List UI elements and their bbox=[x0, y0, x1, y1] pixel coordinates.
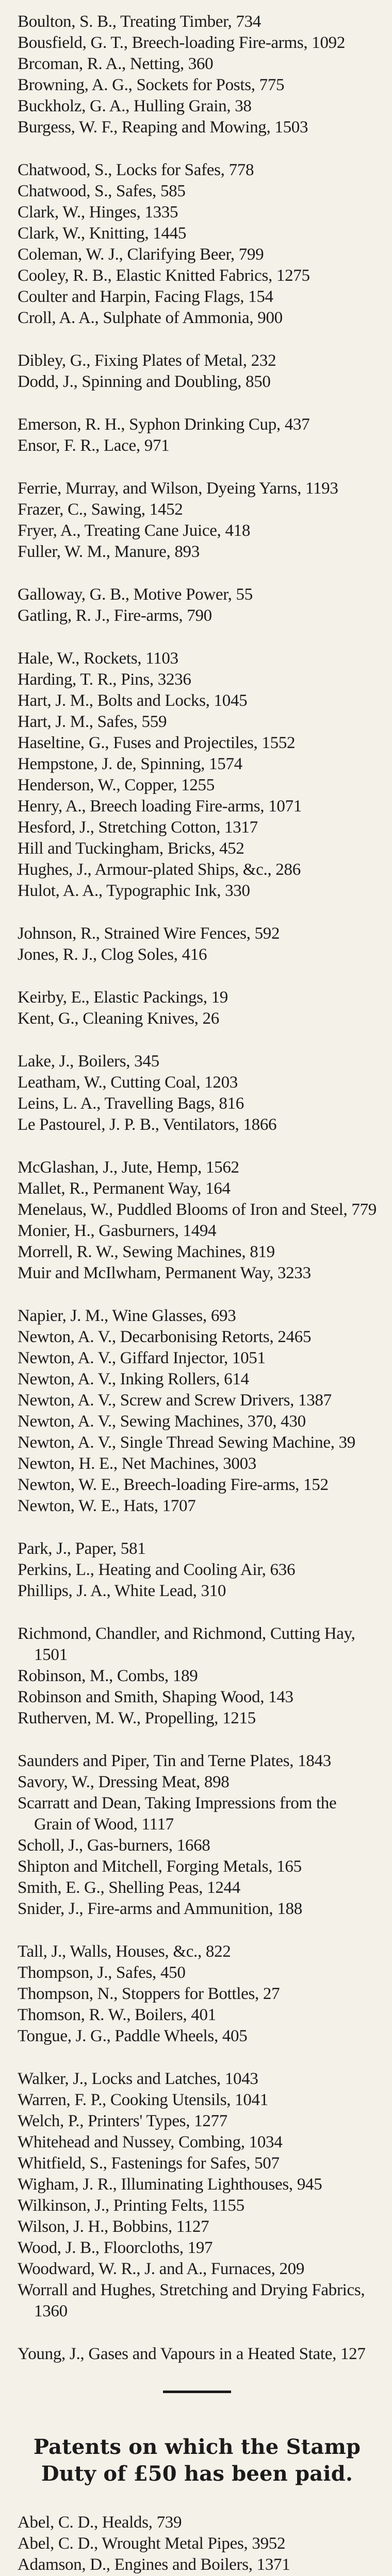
letter-group bbox=[18, 11, 377, 138]
patent-entry: Newton, H. E., Net Machines, 3003 bbox=[18, 1454, 257, 1473]
patent-entry: Shipton and Mitchell, Forging Metals, 165 bbox=[18, 1857, 302, 1876]
patent-entry: Robinson, M., Combs, 189 bbox=[18, 1667, 198, 1685]
patent-entry: Woodward, W. R., J. and A., Furnaces, 209 bbox=[18, 2260, 305, 2278]
patent-entry: Abel, C. D., Wrought Metal Pipes, 3952 bbox=[18, 2534, 286, 2553]
letter-group bbox=[18, 350, 377, 393]
letter-group bbox=[18, 478, 377, 563]
patent-entry: Browning, A. G., Sockets for Posts, 775 bbox=[18, 76, 285, 94]
patent-entry: Croll, A. A., Sulphate of Ammonia, 900 bbox=[18, 309, 283, 327]
patent-entry: Menelaus, W., Puddled Blooms of Iron and Steel, 779 bbox=[18, 1200, 377, 1219]
letter-group bbox=[18, 1306, 377, 1517]
patent-list-bottom bbox=[18, 2512, 377, 2576]
patent-entry: Welch, P., Printers' Types, 1277 bbox=[18, 2112, 227, 2130]
patent-entry: Whitfield, S., Fastenings for Safes, 507 bbox=[18, 2154, 280, 2173]
patent-entry: Perkins, L., Heating and Cooling Air, 636 bbox=[18, 1561, 296, 1579]
patent-entry: Jones, R. J., Clog Soles, 416 bbox=[18, 945, 207, 964]
letter-group bbox=[18, 648, 377, 902]
patent-entry: Fryer, A., Treating Cane Juice, 418 bbox=[18, 521, 251, 540]
patent-entry: Burgess, W. F., Reaping and Mowing, 1503 bbox=[18, 118, 308, 137]
patent-entry: Whitehead and Nussey, Combing, 1034 bbox=[18, 2133, 283, 2151]
letter-group bbox=[18, 1941, 377, 2047]
patent-entry: Napier, J. M., Wine Glasses, 693 bbox=[18, 1307, 236, 1325]
patent-entry: Hart, J. M., Bolts and Locks, 1045 bbox=[18, 691, 248, 710]
patent-entry: Phillips, J. A., White Lead, 310 bbox=[18, 1582, 226, 1600]
patent-entry: Le Pastourel, J. P. B., Ventilators, 1866 bbox=[18, 1115, 277, 1134]
patent-entry: Galloway, G. B., Motive Power, 55 bbox=[18, 585, 253, 604]
patent-entry: Brcoman, R. A., Netting, 360 bbox=[18, 55, 214, 73]
patent-entry: Keirby, E., Elastic Packings, 19 bbox=[18, 988, 228, 1007]
patent-entry: Harding, T. R., Pins, 3236 bbox=[18, 670, 191, 689]
patent-entry: Wilson, J. H., Bobbins, 1127 bbox=[18, 2217, 209, 2236]
patent-entry: Frazer, C., Sawing, 1452 bbox=[18, 500, 183, 519]
patent-entry: Newton, W. E., Hats, 1707 bbox=[18, 1497, 196, 1515]
patent-entry: Henderson, W., Copper, 1255 bbox=[18, 776, 215, 794]
patent-entry: Gatling, R. J., Fire-arms, 790 bbox=[18, 606, 212, 625]
patent-entry: Newton, A. V., Decarbonising Retorts, 2465 bbox=[18, 1328, 312, 1346]
patent-entry: Abel, C. D., Healds, 739 bbox=[18, 2513, 182, 2532]
patent-entry: Johnson, R., Strained Wire Fences, 592 bbox=[18, 924, 280, 943]
patent-entry: Scarratt and Dean, Taking Impressions from the Grain of Wood, 1117 bbox=[18, 1794, 337, 1834]
patent-entry: Haseltine, G., Fuses and Projectiles, 1552 bbox=[18, 734, 296, 752]
patent-entry: Coleman, W. J., Clarifying Beer, 799 bbox=[18, 245, 264, 264]
patent-entry: Cooley, R. B., Elastic Knitted Fabrics, 1275 bbox=[18, 266, 310, 285]
letter-group bbox=[18, 2069, 377, 2322]
patent-entry: Mallet, R., Permanent Way, 164 bbox=[18, 1179, 231, 1198]
patent-entry: Hulot, A. A., Typographic Ink, 330 bbox=[18, 882, 250, 900]
patent-entry: Boulton, S. B., Treating Timber, 734 bbox=[18, 12, 261, 31]
patent-entry: Buckholz, G. A., Hulling Grain, 38 bbox=[18, 97, 252, 115]
patent-entry: McGlashan, J., Jute, Hemp, 1562 bbox=[18, 1158, 239, 1177]
patent-entry: Dodd, J., Spinning and Doubling, 850 bbox=[18, 372, 271, 391]
patent-entry: Chatwood, S., Safes, 585 bbox=[18, 182, 186, 200]
patent-entry: Newton, A. V., Single Thread Sewing Machine, 39 bbox=[18, 1433, 356, 1452]
letter-group bbox=[18, 2512, 377, 2576]
patent-entry: Monier, H., Gasburners, 1494 bbox=[18, 1222, 217, 1240]
patent-entry: Dibley, G., Fixing Plates of Metal, 232 bbox=[18, 351, 276, 370]
divider-rule bbox=[163, 2391, 231, 2393]
patent-entry: Robinson and Smith, Shaping Wood, 143 bbox=[18, 1688, 293, 1706]
patent-entry: Thompson, J., Safes, 450 bbox=[18, 1963, 186, 1982]
patent-entry: Richmond, Chandler, and Richmond, Cutting Hay, 1501 bbox=[18, 1624, 355, 1664]
patent-entry: Rutherven, M. W., Propelling, 1215 bbox=[18, 1709, 256, 1727]
patent-entry: Saunders and Piper, Tin and Terne Plates, 1843 bbox=[18, 1752, 331, 1770]
patent-entry: Lake, J., Boilers, 345 bbox=[18, 1052, 159, 1071]
patent-entry: Smith, E. G., Shelling Peas, 1244 bbox=[18, 1878, 240, 1897]
patent-entry: Morrell, R. W., Sewing Machines, 819 bbox=[18, 1243, 275, 1261]
letter-group bbox=[18, 923, 377, 965]
patent-entry: Wood, J. B., Floorcloths, 197 bbox=[18, 2239, 213, 2257]
patent-list-top bbox=[18, 11, 377, 2365]
patent-entry: Snider, J., Fire-arms and Ammunition, 188 bbox=[18, 1900, 302, 1918]
patent-entry: Coulter and Harpin, Facing Flags, 154 bbox=[18, 287, 273, 306]
patent-entry: Thomson, R. W., Boilers, 401 bbox=[18, 2006, 216, 2024]
patent-entry: Warren, F. P., Cooking Utensils, 1041 bbox=[18, 2091, 268, 2109]
section-divider bbox=[18, 2386, 377, 2396]
patent-entry: Tongue, J. G., Paddle Wheels, 405 bbox=[18, 2027, 248, 2045]
patent-entry: Fuller, W. M., Manure, 893 bbox=[18, 543, 200, 561]
patent-entry: Bousfield, G. T., Breech-loading Fire-arms, 1092 bbox=[18, 33, 346, 52]
patent-entry: Hale, W., Rockets, 1103 bbox=[18, 649, 178, 668]
patent-entry: Tall, J., Walls, Houses, &c., 822 bbox=[18, 1942, 231, 1961]
patent-entry: Muir and McIlwham, Permanent Way, 3233 bbox=[18, 1264, 311, 1282]
patent-entry: Newton, A. V., Inking Rollers, 614 bbox=[18, 1370, 249, 1388]
patent-entry: Wilkinson, J., Printing Felts, 1155 bbox=[18, 2196, 244, 2215]
patent-entry: Leatham, W., Cutting Coal, 1203 bbox=[18, 1073, 238, 1092]
patent-entry: Newton, A. V., Sewing Machines, 370, 430 bbox=[18, 1412, 306, 1431]
patent-entry: Young, J., Gases and Vapours in a Heated State, 127 bbox=[18, 2345, 366, 2363]
section-heading: Patents on which the Stamp Duty of £50 has been paid. bbox=[33, 2435, 361, 2486]
patent-entry: Savory, W., Dressing Meat, 898 bbox=[18, 1773, 230, 1791]
patent-entry: Ferrie, Murray, and Wilson, Dyeing Yarns, 1193 bbox=[18, 479, 338, 498]
letter-group bbox=[18, 160, 377, 329]
patent-entry: Adamson, D., Engines and Boilers, 1371 bbox=[18, 2555, 290, 2574]
letter-group bbox=[18, 1051, 377, 1136]
patent-entry: Hill and Tuckingham, Bricks, 452 bbox=[18, 839, 244, 858]
patent-entry: Worrall and Hughes, Stretching and Drying Fabrics, 1360 bbox=[18, 2281, 365, 2320]
patent-entry: Hart, J. M., Safes, 559 bbox=[18, 713, 167, 731]
patent-entry: Hempstone, J. de, Spinning, 1574 bbox=[18, 755, 242, 773]
patent-entry: Wigham, J. R., Illuminating Lighthouses, 945 bbox=[18, 2175, 322, 2194]
letter-group bbox=[18, 2344, 377, 2365]
patent-entry: Newton, A. V., Screw and Screw Drivers, 1387 bbox=[18, 1391, 332, 1410]
patent-entry: Hughes, J., Armour-plated Ships, &c., 286 bbox=[18, 860, 301, 879]
patent-entry: Emerson, R. H., Syphon Drinking Cup, 437 bbox=[18, 415, 310, 434]
patent-entry: Newton, W. E., Breech-loading Fire-arms, 152 bbox=[18, 1476, 329, 1494]
letter-group bbox=[18, 414, 377, 456]
letter-group bbox=[18, 987, 377, 1029]
patent-entry: Kent, G., Cleaning Knives, 26 bbox=[18, 1009, 219, 1028]
patent-entry: Newton, A. V., Giffard Injector, 1051 bbox=[18, 1349, 266, 1367]
patent-entry: Henry, A., Breech loading Fire-arms, 1071 bbox=[18, 797, 302, 816]
patent-entry: Chatwood, S., Locks for Safes, 778 bbox=[18, 161, 254, 179]
patent-entry: Ensor, F. R., Lace, 971 bbox=[18, 436, 170, 455]
letter-group bbox=[18, 584, 377, 626]
patent-entry: Leins, L. A., Travelling Bags, 816 bbox=[18, 1094, 244, 1113]
patent-entry: Park, J., Paper, 581 bbox=[18, 1539, 146, 1558]
patent-entry: Clark, W., Hinges, 1335 bbox=[18, 203, 178, 222]
letter-group bbox=[18, 1751, 377, 1920]
patent-entry: Thompson, N., Stoppers for Bottles, 27 bbox=[18, 1985, 280, 2003]
patent-entry: Scholl, J., Gas-burners, 1668 bbox=[18, 1836, 210, 1855]
letter-group bbox=[18, 1157, 377, 1284]
letter-group bbox=[18, 1538, 377, 1602]
patent-entry: Clark, W., Knitting, 1445 bbox=[18, 224, 187, 243]
patent-entry: Walker, J., Locks and Latches, 1043 bbox=[18, 2070, 258, 2088]
letter-group bbox=[18, 1623, 377, 1729]
patent-entry: Hesford, J., Stretching Cotton, 1317 bbox=[18, 818, 258, 837]
